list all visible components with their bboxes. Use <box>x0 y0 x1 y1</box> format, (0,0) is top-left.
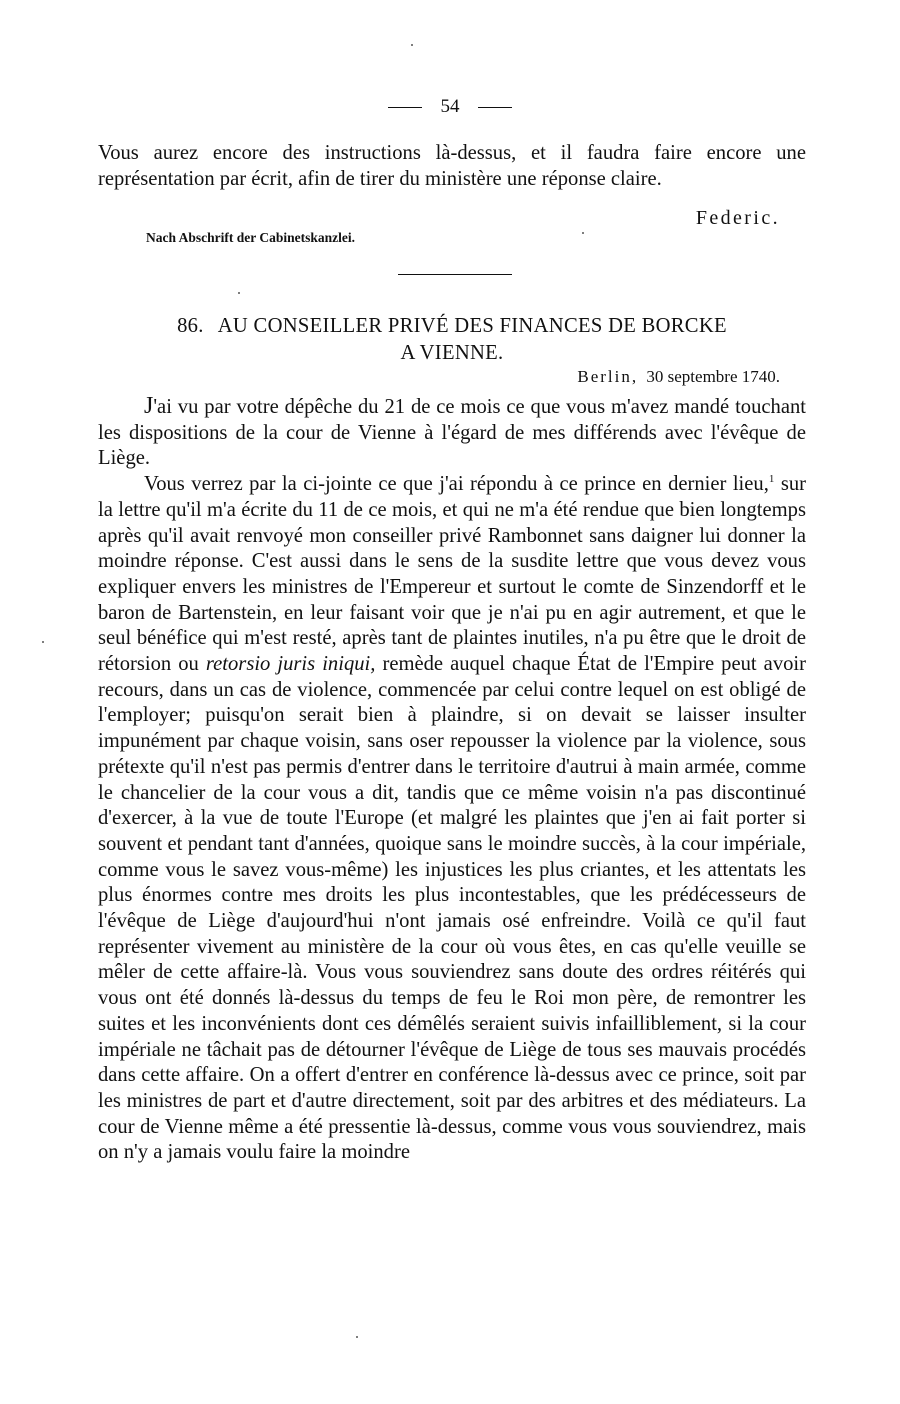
paragraph-2-text-b: sur la lettre qu'il m'a écrite du 11 de ce mois, et qui ne m'a été rendue que bien longtemps après qu'il avait renvoyé mon conseiller privé Rambonnet sans daigner lui donner la moindre réponse. C'est aussi dans le sens de la susdite lettre que vous devez vous expliquer envers les ministres de l'Empereur et surtout le comte de Sinzendorff et le baron de Bartenstein, en leur faisant voir que je n'ai pu en agir autrement, et que le seul bénéfice qui m'est resté, après tant de plaintes inutiles, n'a pu être que le droit de rétorsion ou <box>98 473 806 676</box>
paragraph-1-text: 'ai vu par votre dépêche du 21 de ce mois ce que vous m'avez mandé touchant les dispositions de la cour de Vienne à l'égard de mes différends avec l'évêque de Liège. <box>98 396 806 470</box>
section-divider <box>398 274 512 275</box>
closing-paragraph: Vous aurez encore des instructions là-dessus, et il faudra faire encore une représentation par écrit, afin de tirer du ministère une réponse claire. <box>98 142 806 190</box>
letter-body <box>98 394 806 1166</box>
header-dash-left <box>388 107 422 108</box>
initial-letter: J <box>144 393 154 419</box>
dateline <box>440 367 780 387</box>
paragraph-2-text-a: Vous verrez par la ci-jointe ce que j'ai répondu à ce prince en dernier lieu, <box>144 473 769 496</box>
body-paragraph-1 <box>98 394 806 472</box>
scan-speck <box>411 44 413 46</box>
header-dash-right <box>478 107 512 108</box>
letter-title-line1: AU CONSEILLER PRIVÉ DES FINANCES DE BORCKE <box>217 315 727 337</box>
dateline-date: 30 septembre 1740. <box>646 367 780 386</box>
letter-number: 86. <box>177 315 204 337</box>
footnote-marker: 1 <box>768 473 775 486</box>
latin-phrase: retorsio juris iniqui, <box>205 653 376 676</box>
scan-speck <box>582 232 584 234</box>
letter-heading <box>98 313 806 367</box>
scan-speck <box>238 292 240 294</box>
signature: Federic. <box>695 207 780 229</box>
dateline-place: Berlin, <box>577 367 639 386</box>
scan-speck <box>356 1336 358 1338</box>
page-number-header <box>0 96 900 118</box>
body-paragraph-2 <box>98 472 806 1166</box>
scan-speck <box>42 641 44 643</box>
letter-heading-line1 <box>98 313 806 340</box>
letter-title-line2: A VIENNE. <box>400 342 504 364</box>
page-number: 54 <box>440 96 460 117</box>
source-note: Nach Abschrift der Cabinetskanzlei. <box>146 230 356 245</box>
paragraph-2-text-c: remède auquel chaque État de l'Empire peut avoir recours, dans un cas de violence, commencée par celui contre lequel on est obligé de l'employer; puisqu'on serait bien à plaindre, si on devait se laisser insulter impunément par chaque voisin, sans oser repousser la violence par la violence, sous prétexte qu'il n'est pas permis d'entrer dans le territoire d'autrui à main armée, comme le chancelier de la cour vous a dit, tandis que ce même voisin n'a pas discontinué d'exercer, à la vue de toute l'Europe (et malgré les plaintes que j'en ai fait porter si souvent et pendant tant d'années, quoique sans le moindre succès, à la cour impériale, comme vous le savez vous-même) les injustices les plus criantes, et les attentats les plus énormes contre mes droits les plus incontestables, que les prédécesseurs de l'évêque de Liège d'aujourd'hui n'ont jamais osé enfreindre. Voilà ce qu'il faut représenter vivement au ministère de la cour où vous êtes, en cas qu'elle veuille se mêler de cette affaire-là. Vous vous souviendrez sans doute des ordres réitérés qui vous ont été donnés là-dessus du temps de feu le Roi mon père, de remontrer les suites et les inconvénients dont ces démêlés seraient suivis infailliblement, si la cour impériale ne tâchait pas de détourner l'évêque de Liège de tous ses mauvais procédés dans cette affaire. On a offert d'entrer en conférence là-dessus avec ce prince, soit par les ministres de part et d'autre directement, soit par des arbitres et des médiateurs. La cour de Vienne même a été pressentie là-dessus, comme vous vous souviendrez, mais on n'y a jamais voulu faire la moindre <box>98 653 806 1164</box>
